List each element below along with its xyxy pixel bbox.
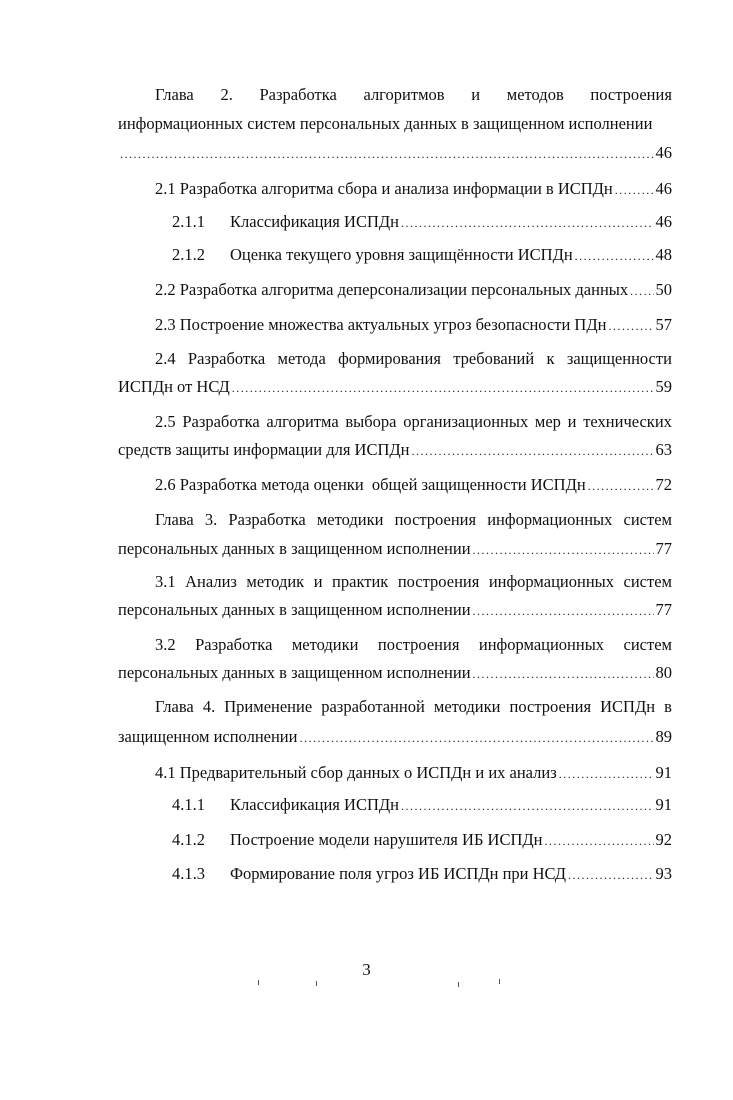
word: разработанной xyxy=(321,697,425,716)
page-number: 3 xyxy=(362,960,371,979)
word: 3. xyxy=(204,510,218,529)
toc-page-number: 91 xyxy=(655,795,672,814)
toc-section-title-cont: персональных данных в защищенном исполнении xyxy=(118,600,471,619)
word: Глава xyxy=(155,510,194,529)
toc-page-number: 77 xyxy=(655,600,672,619)
toc-chapter-2-leader[interactable] xyxy=(118,142,672,164)
toc-section-4-1-3[interactable] xyxy=(172,863,672,885)
toc-section-2-6[interactable] xyxy=(155,474,672,496)
dot-leader xyxy=(473,539,654,561)
dot-leader xyxy=(473,663,654,685)
toc-page-number: 91 xyxy=(655,763,672,782)
toc-page-number: 46 xyxy=(655,179,672,198)
word: построения xyxy=(509,697,592,716)
toc-section-3-1-line2[interactable] xyxy=(118,599,672,621)
word: Разработка xyxy=(182,412,260,431)
word: Разработка xyxy=(259,85,337,104)
word: ИСПДн xyxy=(600,697,656,716)
word: и xyxy=(567,412,577,431)
word: и xyxy=(471,85,481,104)
toc-chapter-4-line1 xyxy=(155,696,672,718)
toc-section-title: Классификация ИСПДн xyxy=(230,795,399,814)
word: 4. xyxy=(202,697,216,716)
toc-section-4-1[interactable] xyxy=(155,762,672,784)
dot-leader xyxy=(568,864,654,886)
word: Разработка xyxy=(228,510,306,529)
toc-page-number: 92 xyxy=(655,830,672,849)
word: метода xyxy=(277,349,326,368)
toc-chapter-2-line1 xyxy=(155,84,672,106)
word: технических xyxy=(583,412,672,431)
word: Разработка xyxy=(187,349,266,368)
toc-section-number: 2.1.2 xyxy=(172,245,205,264)
toc-section-2-5-line2[interactable] xyxy=(118,439,672,461)
toc-section-title: Оценка текущего уровня защищённости ИСПДн xyxy=(230,245,573,264)
toc-section-number: 4.1.1 xyxy=(172,795,205,814)
toc-section-4-1-1[interactable] xyxy=(172,794,672,816)
toc-chapter-2-title-cont: информационных систем персональных данных в защищенном исполнении xyxy=(118,114,653,133)
word: методики xyxy=(291,635,359,654)
word: информационных xyxy=(488,572,614,591)
toc-section-2-5-line1 xyxy=(155,411,672,433)
toc-page-number: 50 xyxy=(655,280,672,299)
toc-chapter-3-line1 xyxy=(155,509,672,531)
toc-section-3-1-line1 xyxy=(155,571,672,593)
scan-speck xyxy=(316,981,317,986)
scan-speck xyxy=(458,982,459,987)
toc-chapter-3-line2[interactable] xyxy=(118,538,672,560)
toc-section-2-1[interactable] xyxy=(155,178,672,200)
word: Анализ xyxy=(185,572,237,591)
dot-leader xyxy=(411,440,653,462)
toc-chapter-title-cont: персональных данных в защищенном исполнении xyxy=(118,539,471,558)
dot-leader xyxy=(615,179,654,201)
word: требований xyxy=(453,349,535,368)
toc-section-title: Построение модели нарушителя ИБ ИСПДн xyxy=(230,830,543,849)
toc-page-number: 89 xyxy=(655,727,672,746)
toc-section-3-2-line1 xyxy=(155,634,672,656)
scan-speck xyxy=(258,980,259,985)
word: методик xyxy=(246,572,305,591)
word: методики xyxy=(433,697,501,716)
toc-page-number: 80 xyxy=(655,663,672,682)
toc-section-title-cont: средств защиты информации для ИСПДн xyxy=(118,440,410,459)
word: 3.1 xyxy=(155,572,176,591)
word: 3.2 xyxy=(155,635,176,654)
dot-leader xyxy=(401,212,654,234)
dot-leader xyxy=(559,763,654,785)
word: выбора xyxy=(345,412,397,431)
toc-page-number: 46 xyxy=(655,143,672,162)
dot-leader xyxy=(575,245,654,267)
word: информационных xyxy=(487,510,613,529)
toc-section-number: 4.1.2 xyxy=(172,830,205,849)
toc-page-number: 46 xyxy=(655,212,672,231)
word: 2.4 xyxy=(155,349,176,368)
dot-leader xyxy=(232,377,654,399)
toc-page-number: 57 xyxy=(655,315,672,334)
dot-leader xyxy=(299,727,653,749)
dot-leader xyxy=(630,280,653,302)
word: и xyxy=(313,572,323,591)
dot-leader xyxy=(588,475,654,497)
toc-section-title-cont: персональных данных в защищенном исполнении xyxy=(118,663,471,682)
word: алгоритма xyxy=(266,412,339,431)
word: построения xyxy=(397,572,480,591)
toc-section-3-2-line2[interactable] xyxy=(118,662,672,684)
word: к xyxy=(546,349,555,368)
toc-section-2-1-1[interactable] xyxy=(172,211,672,233)
word: 2.5 xyxy=(155,412,176,431)
word: мер xyxy=(534,412,561,431)
word: систем xyxy=(623,635,672,654)
toc-section-2-3[interactable] xyxy=(155,314,672,336)
toc-section-title: Классификация ИСПДн xyxy=(230,212,399,231)
toc-chapter-2-line2 xyxy=(118,113,672,135)
word: систем xyxy=(623,572,672,591)
toc-section-title: 2.1 Разработка алгоритма сбора и анализа информации в ИСПДн xyxy=(155,179,613,198)
dot-leader xyxy=(401,795,654,817)
toc-section-2-2[interactable] xyxy=(155,279,672,301)
word: 2. xyxy=(220,85,233,104)
dot-leader xyxy=(608,315,653,337)
toc-page-number: 63 xyxy=(655,440,672,459)
scan-speck xyxy=(499,979,500,984)
toc-chapter-4-line2[interactable] xyxy=(118,726,672,748)
toc-section-number: 4.1.3 xyxy=(172,864,205,883)
word: систем xyxy=(623,510,672,529)
toc-section-title: 4.1 Предварительный сбор данных о ИСПДн и их анализ xyxy=(155,763,557,782)
toc-section-4-1-2[interactable] xyxy=(172,829,672,851)
toc-chapter-title-cont: защищенном исполнении xyxy=(118,727,298,746)
toc-section-title: 2.3 Построение множества актуальных угроз безопасности ПДн xyxy=(155,315,607,334)
word: построения xyxy=(590,85,672,104)
word: методики xyxy=(316,510,384,529)
toc-section-2-4-line2[interactable] xyxy=(118,376,672,398)
dot-leader xyxy=(544,830,653,852)
word: защищенности xyxy=(566,349,672,368)
toc-section-2-4-line1 xyxy=(155,348,672,370)
word: Глава xyxy=(155,697,194,716)
toc-section-title: 2.6 Разработка метода оценки общей защищенности ИСПДн xyxy=(155,475,586,494)
toc-page-number: 77 xyxy=(655,539,672,558)
toc-page-number: 48 xyxy=(655,245,672,264)
word: методов xyxy=(506,85,564,104)
word: Применение xyxy=(224,697,313,716)
word: информационных xyxy=(478,635,605,654)
toc-section-title: 2.2 Разработка алгоритма деперсонализации персональных данных xyxy=(155,280,629,299)
word: построения xyxy=(394,510,477,529)
toc-page-number: 59 xyxy=(655,377,672,396)
word: в xyxy=(664,697,672,716)
word: Глава xyxy=(155,85,194,104)
word: алгоритмов xyxy=(363,85,445,104)
toc-section-title-cont: ИСПДн от НСД xyxy=(118,377,230,396)
toc-section-2-1-2[interactable] xyxy=(172,244,672,266)
word: практик xyxy=(332,572,389,591)
toc-section-number: 2.1.1 xyxy=(172,212,205,231)
word: Разработка xyxy=(195,635,273,654)
word: формирования xyxy=(338,349,441,368)
word: организационных xyxy=(403,412,529,431)
dot-leader xyxy=(473,600,654,622)
word: построения xyxy=(377,635,460,654)
dot-leader xyxy=(120,143,654,165)
toc-page-number: 72 xyxy=(655,475,672,494)
toc-section-title: Формирование поля угроз ИБ ИСПДн при НСД xyxy=(230,864,566,883)
toc-page-number: 93 xyxy=(655,864,672,883)
